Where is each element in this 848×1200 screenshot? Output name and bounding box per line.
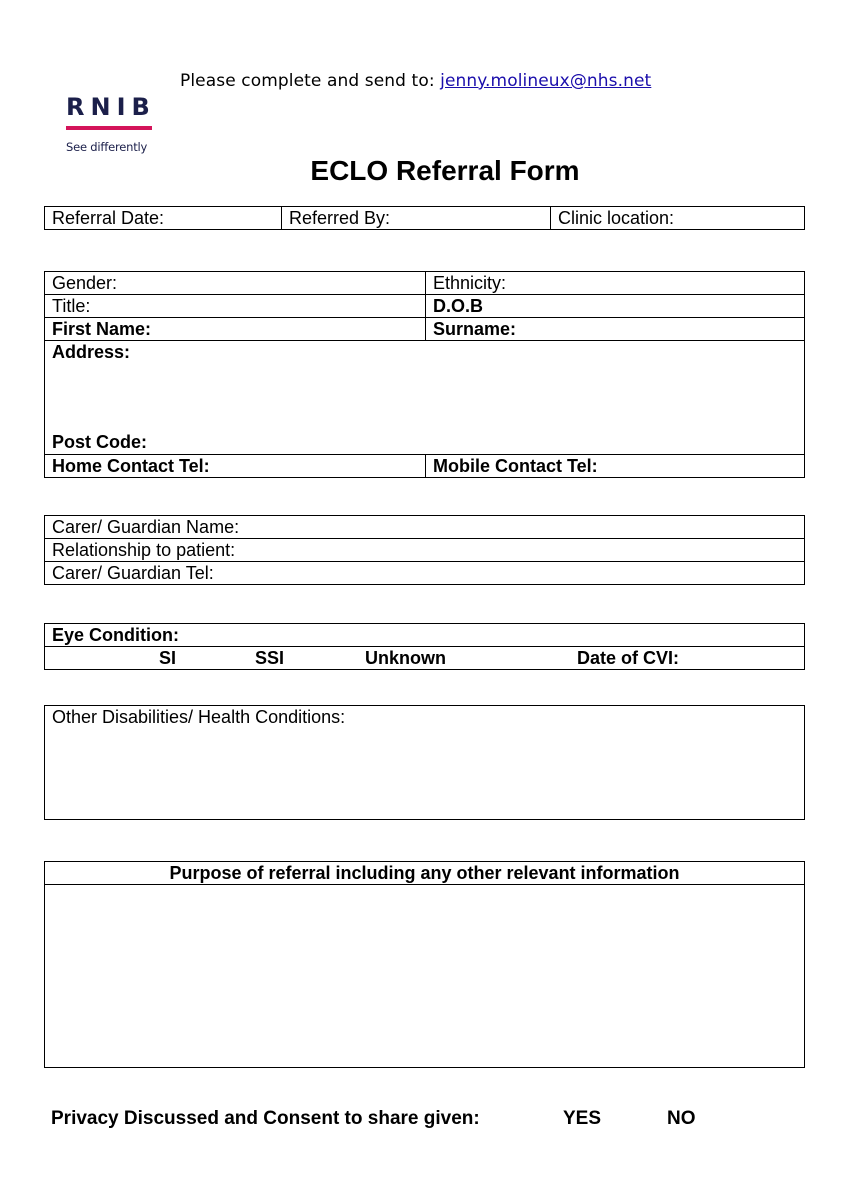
email-link[interactable]: jenny.molineux@nhs.net xyxy=(440,71,652,91)
purpose-heading: Purpose of referral including any other relevant information xyxy=(45,862,805,885)
date-of-cvi-field[interactable]: Date of CVI: xyxy=(577,648,680,668)
purpose-field[interactable] xyxy=(45,885,805,1068)
consent-label: Privacy Discussed and Consent to share given: xyxy=(51,1108,480,1129)
referred-by-field[interactable]: Referred By: xyxy=(282,207,551,230)
clinic-location-field[interactable]: Clinic location: xyxy=(551,207,805,230)
eye-condition-table xyxy=(44,623,805,670)
send-instruction-text: Please complete and send to: xyxy=(180,71,435,91)
purpose-table xyxy=(44,861,805,1068)
send-instruction xyxy=(180,71,651,91)
eye-condition-field[interactable]: Eye Condition: xyxy=(45,624,805,647)
patient-table xyxy=(44,271,805,478)
mobile-tel-field[interactable]: Mobile Contact Tel: xyxy=(426,455,805,478)
relationship-field[interactable]: Relationship to patient: xyxy=(45,539,805,562)
home-tel-field[interactable]: Home Contact Tel: xyxy=(45,455,426,478)
postcode-label: Post Code: xyxy=(52,432,148,452)
carer-table xyxy=(44,515,805,585)
dob-field[interactable]: D.O.B xyxy=(426,295,805,318)
rnib-logo xyxy=(66,94,156,164)
page-title: ECLO Referral Form xyxy=(310,155,580,186)
title-field[interactable]: Title: xyxy=(45,295,426,318)
gender-field[interactable]: Gender: xyxy=(45,272,426,295)
referral-date-field[interactable]: Referral Date: xyxy=(45,207,282,230)
carer-tel-field[interactable]: Carer/ Guardian Tel: xyxy=(45,562,805,585)
address-field[interactable] xyxy=(45,341,805,455)
referral-table xyxy=(44,206,805,230)
address-label: Address: xyxy=(52,342,131,362)
ethnicity-field[interactable]: Ethnicity: xyxy=(426,272,805,295)
first-name-field[interactable]: First Name: xyxy=(45,318,426,341)
consent-no-option[interactable]: NO xyxy=(667,1108,696,1129)
si-option[interactable]: SI xyxy=(159,648,177,668)
carer-name-field[interactable]: Carer/ Guardian Name: xyxy=(45,516,805,539)
eye-condition-options xyxy=(45,647,805,670)
logo-tagline: See differently xyxy=(66,140,148,154)
surname-field[interactable]: Surname: xyxy=(426,318,805,341)
other-conditions-table xyxy=(44,705,805,820)
unknown-option[interactable]: Unknown xyxy=(365,648,446,668)
consent-yes-option[interactable]: YES xyxy=(563,1108,602,1129)
logo-wordmark: RNIB xyxy=(66,93,156,121)
other-conditions-field[interactable]: Other Disabilities/ Health Conditions: xyxy=(45,706,805,820)
ssi-option[interactable]: SSI xyxy=(255,648,285,668)
logo-accent-bar xyxy=(66,126,152,130)
